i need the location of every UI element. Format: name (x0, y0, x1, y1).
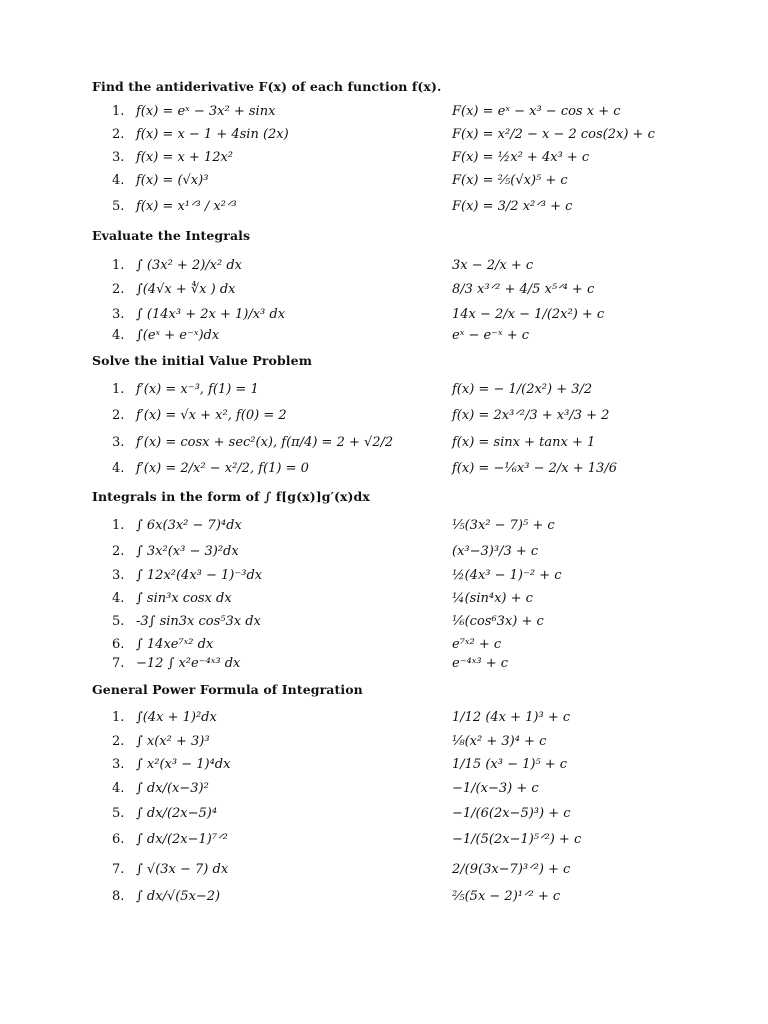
problem: ∫ dx/√(5x−2) (136, 889, 221, 904)
item-number: 3. (112, 307, 125, 322)
answer: f(x) = sinx + tanx + 1 (452, 435, 596, 450)
problem: −12 ∫ x²e⁻⁴ˣ³ dx (136, 656, 241, 671)
answer: −1/(x−3) + c (452, 781, 539, 796)
item-number: 1. (112, 258, 125, 273)
problem: ∫ 3x²(x³ − 3)²dx (136, 544, 239, 559)
item-number: 6. (112, 832, 125, 847)
answer: 3x − 2/x + c (452, 258, 534, 273)
answer: f(x) = −⅙x³ − 2/x + 13/6 (452, 461, 617, 476)
problem: ∫ √(3x − 7) dx (136, 862, 229, 877)
item-number: 6. (112, 637, 125, 652)
answer: e⁷ˣ² + c (452, 637, 502, 652)
item-number: 1. (112, 104, 125, 119)
answer: 8/3 x³ᐟ² + 4/5 x⁵ᐟ⁴ + c (452, 282, 595, 297)
item-number: 1. (112, 518, 125, 533)
problem: f′(x) = √x + x², f(0) = 2 (136, 408, 287, 423)
problem: ∫ dx/(2x−1)⁷ᐟ² (136, 832, 228, 847)
item-number: 4. (112, 328, 125, 343)
answer: F(x) = x²/2 − x − 2 cos(2x) + c (452, 127, 655, 142)
answer: −1/(6(2x−5)³) + c (452, 806, 571, 821)
item-number: 1. (112, 382, 125, 397)
item-number: 1. (112, 710, 125, 725)
answer: ⅙(cos⁶3x) + c (452, 614, 544, 629)
answer: f(x) = 2x³ᐟ²/3 + x³/3 + 2 (452, 408, 610, 423)
problem: ∫(4√x + ∜x ) dx (136, 282, 236, 297)
answer: 1/15 (x³ − 1)⁵ + c (452, 757, 568, 772)
problem: f(x) = x − 1 + 4sin (2x) (136, 127, 289, 142)
problem: f′(x) = cosx + sec²(x), f(π/4) = 2 + √2/2 (136, 435, 394, 450)
problem: ∫ dx/(x−3)² (136, 781, 209, 796)
problem: ∫ 14xe⁷ˣ² dx (136, 637, 214, 652)
item-number: 3. (112, 757, 125, 772)
item-number: 4. (112, 781, 125, 796)
section-title-power-formula: General Power Formula of Integration (92, 682, 363, 697)
item-number: 5. (112, 199, 125, 214)
problem: ∫ (3x² + 2)/x² dx (136, 258, 242, 273)
item-number: 2. (112, 408, 125, 423)
answer: (x³−3)³/3 + c (452, 544, 539, 559)
answer: 1/12 (4x + 1)³ + c (452, 710, 571, 725)
item-number: 8. (112, 889, 125, 904)
problem: ∫(4x + 1)²dx (136, 710, 217, 725)
problem: ∫ (14x³ + 2x + 1)/x³ dx (136, 307, 286, 322)
item-number: 4. (112, 461, 125, 476)
answer: ⅕(3x² − 7)⁵ + c (452, 518, 555, 533)
answer: ⅖(5x − 2)¹ᐟ² + c (452, 889, 561, 904)
problem: f(x) = x¹ᐟ³ / x²ᐟ³ (136, 199, 237, 214)
problem: f(x) = x + 12x² (136, 150, 234, 165)
item-number: 3. (112, 568, 125, 583)
answer: ⅛(x² + 3)⁴ + c (452, 734, 547, 749)
problem: -3∫ sin3x cos⁵3x dx (136, 614, 261, 629)
answer: f(x) = − 1/(2x²) + 3/2 (452, 382, 593, 397)
answer: eˣ − e⁻ˣ + c (452, 328, 530, 343)
answer: ¼(sin⁴x) + c (452, 591, 533, 606)
problem: f(x) = eˣ − 3x² + sinx (136, 104, 276, 119)
answer: F(x) = 3/2 x²ᐟ³ + c (452, 199, 573, 214)
problem: ∫ sin³x cosx dx (136, 591, 232, 606)
answer: −1/(5(2x−1)⁵ᐟ²) + c (452, 832, 582, 847)
problem: f(x) = (√x)³ (136, 173, 209, 188)
item-number: 3. (112, 435, 125, 450)
item-number: 7. (112, 862, 125, 877)
item-number: 4. (112, 173, 125, 188)
item-number: 2. (112, 282, 125, 297)
answer: ½(4x³ − 1)⁻² + c (452, 568, 562, 583)
answer: F(x) = ½x² + 4x³ + c (452, 150, 590, 165)
answer: F(x) = ⅖(√x)⁵ + c (452, 173, 568, 188)
item-number: 4. (112, 591, 125, 606)
answer: e⁻⁴ˣ³ + c (452, 656, 509, 671)
item-number: 5. (112, 806, 125, 821)
section-title-antiderivative: Find the antiderivative F(x) of each function f(x). (92, 79, 442, 94)
item-number: 5. (112, 614, 125, 629)
section-title-evaluate-integrals: Evaluate the Integrals (92, 228, 251, 243)
problem: ∫ 6x(3x² − 7)⁴dx (136, 518, 242, 533)
item-number: 3. (112, 150, 125, 165)
section-title-substitution: Integrals in the form of ∫ f[g(x)]g′(x)dx (92, 489, 370, 504)
item-number: 2. (112, 544, 125, 559)
problem: ∫ dx/(2x−5)⁴ (136, 806, 218, 821)
problem: f′(x) = x⁻³, f(1) = 1 (136, 382, 259, 397)
problem: ∫ x²(x³ − 1)⁴dx (136, 757, 231, 772)
problem: f′(x) = 2/x² − x²/2, f(1) = 0 (136, 461, 309, 476)
problem: ∫ x(x² + 3)³ (136, 734, 210, 749)
item-number: 2. (112, 127, 125, 142)
problem: ∫(eˣ + e⁻ˣ)dx (136, 328, 220, 343)
answer: 14x − 2/x − 1/(2x²) + c (452, 307, 605, 322)
item-number: 7. (112, 656, 125, 671)
section-title-initial-value: Solve the initial Value Problem (92, 353, 313, 368)
answer: F(x) = eˣ − x³ − cos x + c (452, 104, 621, 119)
problem: ∫ 12x²(4x³ − 1)⁻³dx (136, 568, 263, 583)
answer: 2/(9(3x−7)³ᐟ²) + c (452, 862, 571, 877)
item-number: 2. (112, 734, 125, 749)
